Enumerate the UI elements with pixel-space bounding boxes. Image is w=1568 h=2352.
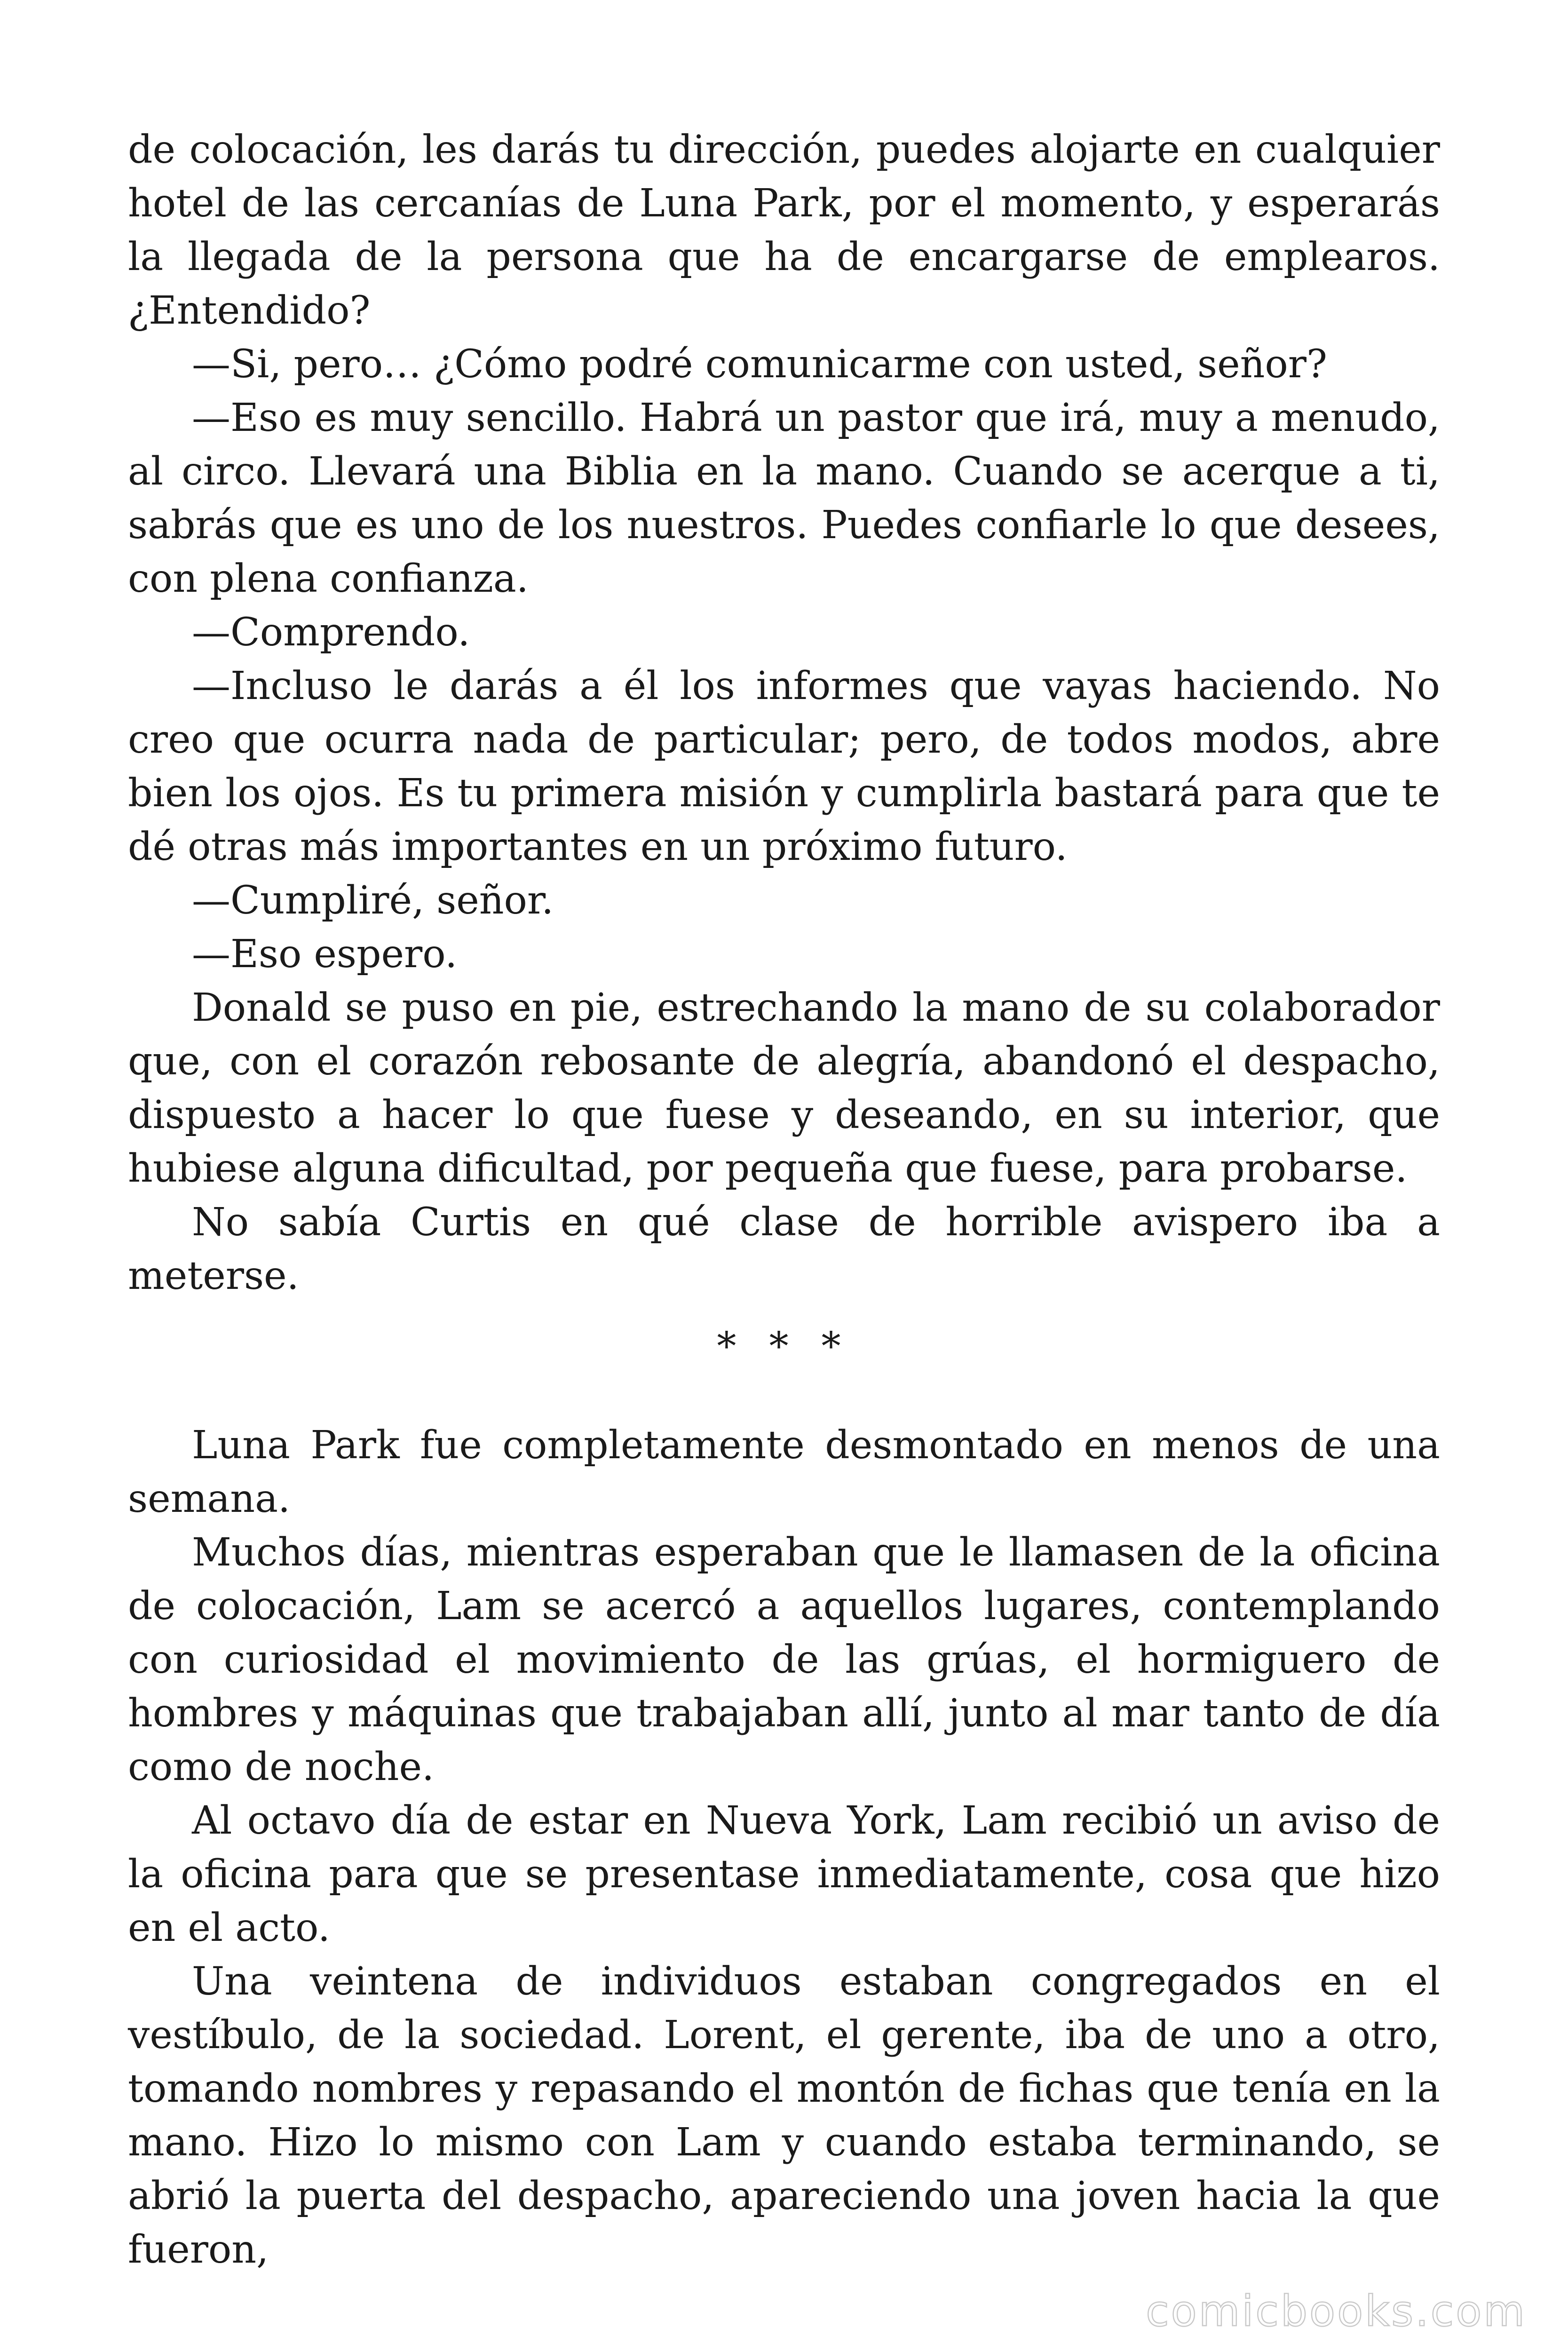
watermark: comicbooks.com — [1146, 2287, 1527, 2336]
paragraph: de colocación, les darás tu dirección, puedes alojarte en cualquier hotel de las cercanías de Luna Park, por el momento, y esperarás la llegada de la persona que ha de encargarse de emplearos. ¿Entendido? — [128, 127, 1440, 333]
paragraph: —Eso espero. — [192, 932, 458, 977]
section-separator: * * * — [717, 1324, 851, 1369]
paragraph: Donald se puso en pie, estrechando la mano de su colaborador que, con el corazón rebosante de alegría, abandonó el despacho, dispuesto a hacer lo que fuese y deseando, en su interior, que hubiese alguna dificultad, por pequeña que fuese, para probarse. — [128, 985, 1440, 1191]
page-body — [128, 123, 1440, 2277]
paragraph: —Incluso le darás a él los informes que vayas haciendo. No creo que ocurra nada de particular; pero, de todos modos, abre bien los ojos. Es tu primera misión y cumplirla bastará para que te dé otras más importantes en un próximo futuro. — [128, 664, 1440, 869]
paragraph: Luna Park fue completamente desmontado en menos de una semana. — [128, 1423, 1440, 1521]
paragraph: Muchos días, mientras esperaban que le llamasen de la oficina de colocación, Lam se acercó a aquellos lugares, contemplando con curiosidad el movimiento de las grúas, el hormiguero de hombres y máquinas que trabajaban allí, junto al mar tanto de día como de noche. — [128, 1530, 1440, 1789]
paragraph: —Comprendo. — [192, 610, 470, 655]
paragraph: Al octavo día de estar en Nueva York, Lam recibió un aviso de la oficina para que se presentase inmediatamente, cosa que hizo en el acto. — [128, 1798, 1440, 1950]
paragraph: No sabía Curtis en qué clase de horrible avispero iba a meterse. — [128, 1200, 1440, 1298]
paragraph: —Si, pero… ¿Cómo podré comunicarme con usted, señor? — [192, 342, 1327, 387]
paragraph: —Cumpliré, señor. — [192, 878, 554, 923]
paragraph: —Eso es muy sencillo. Habrá un pastor que irá, muy a menudo, al circo. Llevará una Biblia en la mano. Cuando se acerque a ti, sabrás que es uno de los nuestros. Puedes confiarle lo que desees, con plena confianza. — [128, 396, 1440, 601]
paragraph: Una veintena de individuos estaban congregados en el vestíbulo, de la sociedad. Lorent, el gerente, iba de uno a otro, tomando nombres y repasando el montón de fichas que tenía en la mano. Hizo lo mismo con Lam y cuando estaba terminando, se abrió la puerta del despacho, apareciendo una joven hacia la que fueron, — [128, 1959, 1440, 2272]
